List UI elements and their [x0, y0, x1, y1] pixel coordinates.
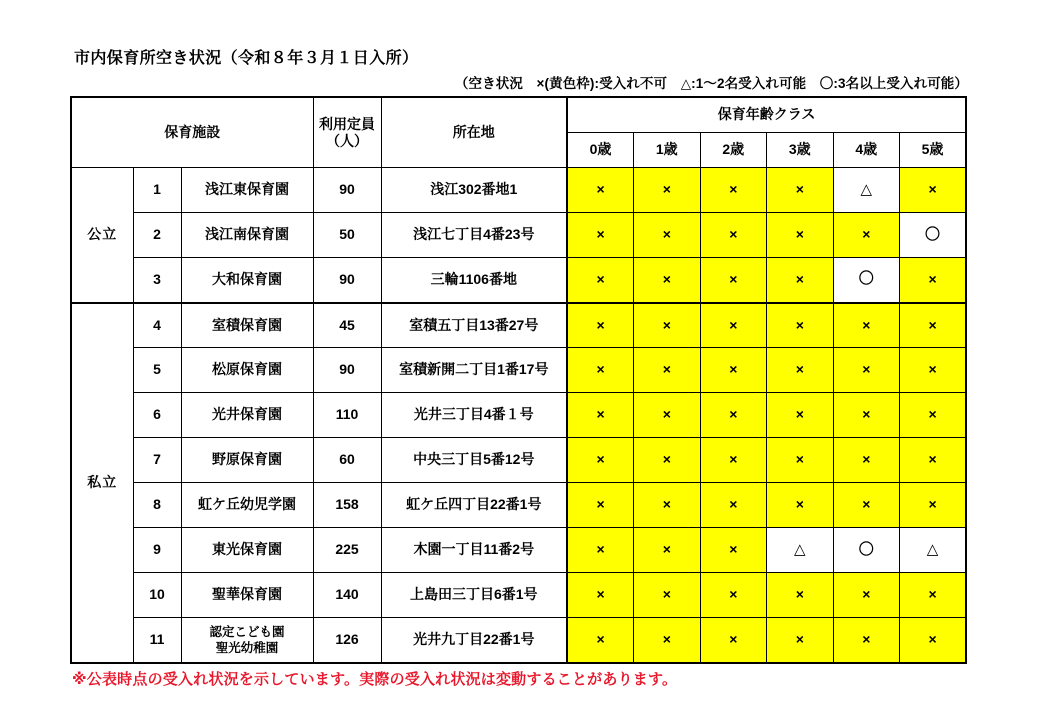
facility-name: 東光保育園: [181, 528, 313, 573]
facility-name-line2: 聖光幼稚園: [215, 640, 279, 655]
availability-symbol: ×: [596, 451, 605, 468]
availability-cell-age-3: [767, 348, 834, 393]
availability-symbol: ×: [596, 271, 605, 287]
availability-cell-age-0: [567, 483, 634, 528]
availability-cell-age-4: [833, 348, 900, 393]
availability-cell-age-2: [700, 573, 767, 618]
table-row: [71, 573, 966, 618]
facility-name: 松原保育園: [181, 348, 313, 393]
availability-symbol: ×: [928, 181, 937, 198]
availability-cell-age-2: [700, 303, 767, 348]
table-row: [71, 483, 966, 528]
facility-name-line1: 認定こども園: [209, 624, 285, 639]
facility-name: 虹ケ丘幼児学園: [181, 483, 313, 528]
availability-cell-age-4: [833, 213, 900, 258]
page-title: 市内保育所空き状況（令和８年３月１日入所）: [74, 50, 419, 67]
availability-symbol: ×: [729, 496, 738, 513]
availability-cell-age-2: [700, 528, 767, 573]
availability-cell-age-1: [634, 258, 701, 303]
availability-cell-age-1: [634, 573, 701, 618]
facility-capacity: 110: [313, 393, 381, 438]
facility-location: 浅江302番地1: [381, 168, 567, 213]
availability-symbol: ×: [729, 541, 738, 558]
table-row: [71, 618, 966, 663]
availability-symbol: △: [794, 540, 806, 558]
header-age-2: 2歳: [700, 133, 767, 168]
row-number: 7: [133, 438, 181, 483]
availability-cell-age-1: [634, 438, 701, 483]
legend-line: （空き状況 ×(黄色枠):受入れ不可 △:1～2名受入れ可能 〇:3名以上受入れ可能）: [454, 76, 968, 91]
facility-kind-public: 公立: [71, 168, 133, 303]
facility-location: 光井九丁目22番1号: [381, 618, 567, 663]
facility-location: 浅江七丁目4番23号: [381, 213, 567, 258]
availability-cell-age-5: [900, 618, 967, 663]
availability-cell-age-5: [900, 393, 967, 438]
header-row-top: [71, 97, 966, 133]
availability-symbol: ×: [795, 226, 804, 243]
availability-cell-age-1: [634, 348, 701, 393]
facility-location: 上島田三丁目6番1号: [381, 573, 567, 618]
availability-cell-age-4: [833, 303, 900, 348]
availability-symbol: ×: [729, 226, 738, 243]
facility-capacity: 90: [313, 258, 381, 303]
facility-location: 三輪1106番地: [381, 258, 567, 303]
facility-name: 大和保育園: [181, 258, 313, 303]
header-age-group: 保育年齢クラス: [567, 97, 966, 133]
header-age-3: 3歳: [767, 133, 834, 168]
availability-symbol: ×: [795, 316, 804, 333]
availability-cell-age-3: [767, 528, 834, 573]
availability-cell-age-5: [900, 303, 967, 348]
availability-cell-age-5: [900, 438, 967, 483]
row-number: 6: [133, 393, 181, 438]
availability-symbol: ×: [596, 406, 605, 423]
facility-capacity: 90: [313, 168, 381, 213]
availability-cell-age-0: [567, 573, 634, 618]
availability-symbol: ×: [596, 541, 605, 558]
header-capacity-line2: （人）: [326, 132, 369, 149]
availability-cell-age-0: [567, 213, 634, 258]
availability-symbol: ×: [596, 496, 605, 513]
facility-name: 室積保育園: [181, 303, 313, 348]
row-number: 9: [133, 528, 181, 573]
header-age-5: 5歳: [900, 133, 967, 168]
availability-cell-age-0: [567, 618, 634, 663]
header-age-1: 1歳: [634, 133, 701, 168]
availability-symbol: ×: [928, 406, 937, 423]
availability-symbol: ×: [662, 316, 671, 333]
availability-cell-age-2: [700, 393, 767, 438]
availability-symbol: ×: [729, 586, 738, 603]
availability-cell-age-3: [767, 618, 834, 663]
availability-cell-age-4: [833, 393, 900, 438]
availability-symbol: ×: [795, 406, 804, 423]
facility-name: 浅江南保育園: [181, 213, 313, 258]
availability-symbol: ×: [862, 586, 871, 603]
availability-cell-age-4: [833, 618, 900, 663]
availability-symbol: ×: [662, 406, 671, 423]
facility-capacity: 158: [313, 483, 381, 528]
table-body: [71, 168, 966, 663]
table-row: [71, 348, 966, 393]
header-capacity-line1: 利用定員: [319, 115, 376, 132]
availability-cell-age-3: [767, 483, 834, 528]
availability-symbol: ×: [862, 361, 871, 378]
row-number: 5: [133, 348, 181, 393]
availability-symbol: ×: [862, 316, 871, 333]
availability-cell-age-0: [567, 168, 634, 213]
availability-symbol: ×: [795, 631, 804, 647]
availability-cell-age-0: [567, 393, 634, 438]
availability-symbol: △: [926, 540, 939, 558]
table-row: [71, 168, 966, 213]
availability-symbol: ×: [862, 406, 871, 423]
availability-cell-age-3: [767, 303, 834, 348]
availability-cell-age-3: [767, 258, 834, 303]
availability-symbol: ×: [662, 496, 671, 513]
availability-symbol: △: [860, 180, 873, 198]
availability-cell-age-3: [767, 213, 834, 258]
availability-cell-age-2: [700, 483, 767, 528]
availability-symbol: ×: [862, 451, 871, 468]
header-capacity: [313, 97, 381, 168]
availability-cell-age-4: [833, 528, 900, 573]
availability-cell-age-2: [700, 168, 767, 213]
availability-symbol: ×: [596, 631, 605, 647]
availability-symbol: ×: [662, 181, 671, 198]
header-age-0: 0歳: [567, 133, 634, 168]
availability-symbol: ×: [596, 181, 605, 198]
availability-cell-age-0: [567, 528, 634, 573]
availability-cell-age-0: [567, 303, 634, 348]
availability-cell-age-2: [700, 258, 767, 303]
availability-cell-age-1: [634, 303, 701, 348]
availability-cell-age-4: [833, 573, 900, 618]
availability-symbol: 〇: [925, 225, 941, 243]
availability-cell-age-4: [833, 438, 900, 483]
availability-cell-age-5: [900, 168, 967, 213]
availability-symbol: 〇: [858, 540, 874, 558]
availability-symbol: ×: [662, 451, 671, 468]
availability-cell-age-5: [900, 528, 967, 573]
availability-table-container: [70, 96, 966, 664]
availability-cell-age-2: [700, 348, 767, 393]
availability-symbol: ×: [729, 631, 738, 647]
availability-symbol: ×: [662, 271, 671, 287]
availability-cell-age-3: [767, 393, 834, 438]
availability-symbol: ×: [596, 586, 605, 603]
facility-name: 浅江東保育園: [181, 168, 313, 213]
facility-location: 虹ケ丘四丁目22番1号: [381, 483, 567, 528]
availability-symbol: ×: [662, 586, 671, 603]
facility-capacity: 45: [313, 303, 381, 348]
availability-cell-age-4: [833, 258, 900, 303]
table-row: [71, 528, 966, 573]
availability-cell-age-4: [833, 168, 900, 213]
availability-symbol: ×: [928, 496, 937, 513]
availability-cell-age-3: [767, 168, 834, 213]
availability-symbol: ×: [928, 271, 937, 287]
availability-symbol: ×: [795, 586, 804, 603]
facility-name: 聖華保育園: [181, 573, 313, 618]
availability-cell-age-5: [900, 213, 967, 258]
availability-cell-age-1: [634, 618, 701, 663]
availability-cell-age-3: [767, 573, 834, 618]
table-row: [71, 393, 966, 438]
availability-table: [70, 96, 967, 664]
header-location: 所在地: [381, 97, 567, 168]
availability-cell-age-1: [634, 213, 701, 258]
availability-symbol: ×: [928, 451, 937, 468]
availability-cell-age-1: [634, 168, 701, 213]
availability-symbol: ×: [795, 361, 804, 378]
facility-location: 中央三丁目5番12号: [381, 438, 567, 483]
row-number: 1: [133, 168, 181, 213]
availability-cell-age-2: [700, 438, 767, 483]
availability-symbol: ×: [596, 316, 605, 333]
availability-symbol: ×: [795, 181, 804, 198]
table-head: [71, 97, 966, 168]
availability-symbol: ×: [862, 226, 871, 243]
availability-symbol: ×: [596, 361, 605, 378]
table-row: [71, 213, 966, 258]
table-row: [71, 303, 966, 348]
availability-symbol: ×: [729, 181, 738, 198]
availability-cell-age-1: [634, 393, 701, 438]
facility-name: 野原保育園: [181, 438, 313, 483]
availability-cell-age-5: [900, 483, 967, 528]
availability-symbol: ×: [928, 361, 937, 378]
availability-symbol: ×: [729, 406, 738, 423]
availability-symbol: ×: [862, 496, 871, 513]
availability-symbol: ×: [729, 316, 738, 333]
row-number: 4: [133, 303, 181, 348]
facility-name: [181, 618, 313, 663]
availability-cell-age-2: [700, 213, 767, 258]
row-number: 8: [133, 483, 181, 528]
availability-symbol: ×: [928, 631, 937, 647]
availability-cell-age-3: [767, 438, 834, 483]
availability-symbol: ×: [729, 271, 738, 287]
facility-location: 木園一丁目11番2号: [381, 528, 567, 573]
availability-cell-age-5: [900, 348, 967, 393]
availability-cell-age-0: [567, 258, 634, 303]
header-facility: 保育施設: [71, 97, 313, 168]
table-row: [71, 258, 966, 303]
availability-symbol: ×: [928, 316, 937, 333]
availability-cell-age-1: [634, 483, 701, 528]
availability-symbol: ×: [729, 451, 738, 468]
availability-cell-age-5: [900, 258, 967, 303]
availability-symbol: ×: [662, 226, 671, 243]
facility-capacity: 50: [313, 213, 381, 258]
facility-name: 光井保育園: [181, 393, 313, 438]
facility-capacity: 90: [313, 348, 381, 393]
facility-capacity: 140: [313, 573, 381, 618]
availability-cell-age-5: [900, 573, 967, 618]
facility-location: 室積新開二丁目1番17号: [381, 348, 567, 393]
table-row: [71, 438, 966, 483]
row-number: 11: [133, 618, 181, 663]
availability-cell-age-0: [567, 438, 634, 483]
facility-capacity: 126: [313, 618, 381, 663]
facility-location: 室積五丁目13番27号: [381, 303, 567, 348]
availability-symbol: 〇: [858, 270, 874, 288]
availability-symbol: ×: [729, 361, 738, 378]
availability-symbol: ×: [862, 631, 871, 647]
availability-symbol: ×: [795, 496, 804, 513]
availability-symbol: ×: [662, 541, 671, 558]
availability-symbol: ×: [795, 451, 804, 468]
facility-capacity: 60: [313, 438, 381, 483]
availability-symbol: ×: [662, 361, 671, 378]
availability-cell-age-0: [567, 348, 634, 393]
availability-cell-age-2: [700, 618, 767, 663]
availability-symbol: ×: [596, 226, 605, 243]
header-age-4: 4歳: [833, 133, 900, 168]
availability-cell-age-1: [634, 528, 701, 573]
footer-note: ※公表時点の受入れ状況を示しています。実際の受入れ状況は変動することがあります。: [72, 671, 678, 688]
facility-location: 光井三丁目4番１号: [381, 393, 567, 438]
availability-symbol: ×: [928, 586, 937, 603]
facility-kind-private: 私立: [71, 303, 133, 663]
facility-capacity: 225: [313, 528, 381, 573]
availability-symbol: ×: [662, 631, 671, 647]
row-number: 10: [133, 573, 181, 618]
availability-cell-age-4: [833, 483, 900, 528]
availability-symbol: ×: [795, 271, 804, 287]
row-number: 3: [133, 258, 181, 303]
row-number: 2: [133, 213, 181, 258]
